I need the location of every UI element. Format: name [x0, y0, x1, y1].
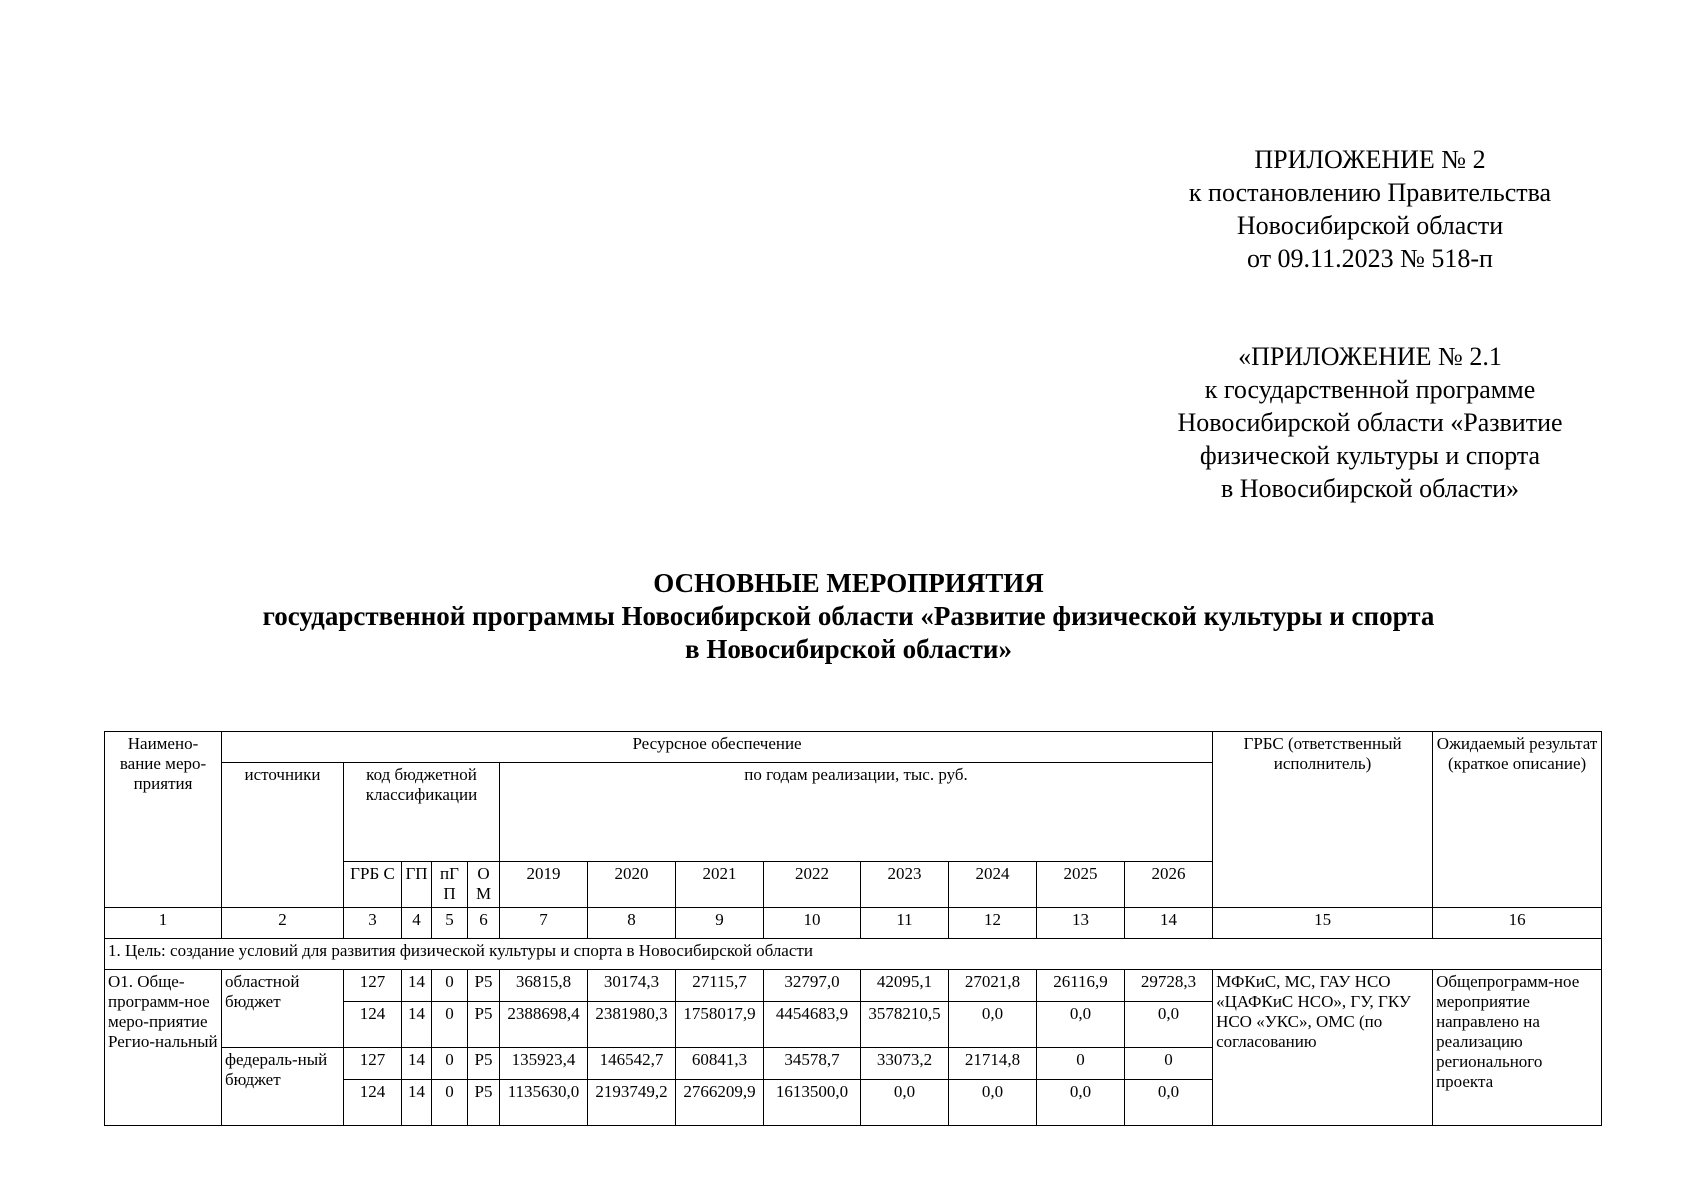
events-table — [104, 731, 1602, 1126]
header-row-1 — [105, 732, 1602, 763]
value-cell: 21714,8 — [949, 1048, 1037, 1080]
om-cell: Р5 — [468, 1048, 500, 1080]
header-year: 2025 — [1037, 862, 1125, 908]
column-number: 16 — [1433, 908, 1602, 939]
value-cell: 60841,3 — [676, 1048, 764, 1080]
goal-text: 1. Цель: создание условий для развития физической культуры и спорта в Новосибирской области — [105, 939, 1602, 970]
header-result: Ожидаемый результат (краткое описание) — [1433, 732, 1602, 908]
appendix-1-block — [1140, 143, 1600, 275]
grbs-cell: 124 — [344, 1080, 402, 1126]
column-numbers-row — [105, 908, 1602, 939]
header-year: 2020 — [588, 862, 676, 908]
pgp-cell: 0 — [432, 970, 468, 1002]
result-cell: Общепрограмм-ное мероприятие направлено на реализацию регионального проекта — [1433, 970, 1602, 1126]
column-number: 12 — [949, 908, 1037, 939]
grbs-cell: 124 — [344, 1002, 402, 1048]
column-number: 7 — [500, 908, 588, 939]
header-om-code: О М — [468, 862, 500, 908]
value-cell: 0,0 — [1125, 1080, 1213, 1126]
value-cell: 2381980,3 — [588, 1002, 676, 1048]
column-number: 8 — [588, 908, 676, 939]
header-by-years: по годам реализации, тыс. руб. — [500, 763, 1213, 862]
value-cell: 0,0 — [1037, 1080, 1125, 1126]
column-number: 6 — [468, 908, 500, 939]
column-number: 4 — [402, 908, 432, 939]
column-number: 14 — [1125, 908, 1213, 939]
header-year: 2019 — [500, 862, 588, 908]
om-cell: Р5 — [468, 1080, 500, 1126]
gp-cell: 14 — [402, 1002, 432, 1048]
value-cell: 30174,3 — [588, 970, 676, 1002]
value-cell: 27115,7 — [676, 970, 764, 1002]
value-cell: 146542,7 — [588, 1048, 676, 1080]
column-number: 9 — [676, 908, 764, 939]
value-cell: 135923,4 — [500, 1048, 588, 1080]
header-gp-code: ГП — [402, 862, 432, 908]
value-cell: 0 — [1037, 1048, 1125, 1080]
value-cell: 32797,0 — [764, 970, 861, 1002]
pgp-cell: 0 — [432, 1048, 468, 1080]
header-year: 2021 — [676, 862, 764, 908]
value-cell: 0,0 — [1037, 1002, 1125, 1048]
column-number: 11 — [861, 908, 949, 939]
column-number: 13 — [1037, 908, 1125, 939]
appendix-2-line: физической культуры и спорта — [1199, 441, 1541, 470]
column-number: 5 — [432, 908, 468, 939]
value-cell: 34578,7 — [764, 1048, 861, 1080]
value-cell: 2766209,9 — [676, 1080, 764, 1126]
header-grbs-code: ГРБ С — [344, 862, 402, 908]
grbs-cell: 127 — [344, 1048, 402, 1080]
value-cell: 42095,1 — [861, 970, 949, 1002]
value-cell: 26116,9 — [1037, 970, 1125, 1002]
header-year: 2022 — [764, 862, 861, 908]
pgp-cell: 0 — [432, 1002, 468, 1048]
value-cell: 0,0 — [949, 1080, 1037, 1126]
executor-cell: МФКиС, МС, ГАУ НСО «ЦАФКиС НСО», ГУ, ГКУ НСО «УКС», ОМС (по согласованию — [1213, 970, 1433, 1126]
appendix-1-line: ПРИЛОЖЕНИЕ № 2 — [1254, 145, 1486, 174]
column-number: 1 — [105, 908, 222, 939]
document-title — [0, 567, 1697, 666]
value-cell: 0 — [1125, 1048, 1213, 1080]
column-number: 10 — [764, 908, 861, 939]
value-cell: 29728,3 — [1125, 970, 1213, 1002]
header-name: Наимено-вание меро-приятия — [105, 732, 222, 908]
source-cell: областной бюджет — [222, 970, 344, 1048]
value-cell: 0,0 — [1125, 1002, 1213, 1048]
appendix-1-line: от 09.11.2023 № 518-п — [1247, 244, 1493, 273]
value-cell: 4454683,9 — [764, 1002, 861, 1048]
header-year: 2026 — [1125, 862, 1213, 908]
appendix-2-line: «ПРИЛОЖЕНИЕ № 2.1 — [1238, 342, 1502, 371]
value-cell: 2193749,2 — [588, 1080, 676, 1126]
om-cell: Р5 — [468, 1002, 500, 1048]
header-sources: источники — [222, 763, 344, 908]
om-cell: Р5 — [468, 970, 500, 1002]
column-number: 2 — [222, 908, 344, 939]
value-cell: 3578210,5 — [861, 1002, 949, 1048]
appendix-1-line: к постановлению Правительства — [1188, 178, 1552, 207]
appendix-2-block — [1140, 340, 1600, 505]
source-cell: федераль-ный бюджет — [222, 1048, 344, 1126]
appendix-2-line: к государственной программе — [1204, 375, 1536, 404]
grbs-cell: 127 — [344, 970, 402, 1002]
header-pgp-code: пГ П — [432, 862, 468, 908]
value-cell: 33073,2 — [861, 1048, 949, 1080]
value-cell: 2388698,4 — [500, 1002, 588, 1048]
value-cell: 0,0 — [861, 1080, 949, 1126]
gp-cell: 14 — [402, 1048, 432, 1080]
value-cell: 0,0 — [949, 1002, 1037, 1048]
appendix-2-line: в Новосибирской области» — [1220, 474, 1520, 503]
header-executor: ГРБС (ответственный исполнитель) — [1213, 732, 1433, 908]
header-resources: Ресурсное обеспечение — [222, 732, 1213, 763]
header-year: 2024 — [949, 862, 1037, 908]
goal-row — [105, 939, 1602, 970]
column-number: 15 — [1213, 908, 1433, 939]
gp-cell: 14 — [402, 1080, 432, 1126]
value-cell: 1613500,0 — [764, 1080, 861, 1126]
title-line-2: государственной программы Новосибирской области «Развитие физической культуры и спорта — [262, 601, 1435, 631]
title-line-3: в Новосибирской области» — [685, 634, 1012, 664]
value-cell: 1758017,9 — [676, 1002, 764, 1048]
table-row — [105, 970, 1602, 1002]
gp-cell: 14 — [402, 970, 432, 1002]
value-cell: 36815,8 — [500, 970, 588, 1002]
value-cell: 27021,8 — [949, 970, 1037, 1002]
appendix-1-line: Новосибирской области — [1236, 211, 1504, 240]
header-year: 2023 — [861, 862, 949, 908]
header-budget-code: код бюджетной классификации — [344, 763, 500, 862]
value-cell: 1135630,0 — [500, 1080, 588, 1126]
event-name: О1. Обще-программ-ное меро-приятие Регио-нальный — [105, 970, 222, 1126]
appendix-2-line: Новосибирской области «Развитие — [1177, 408, 1563, 437]
column-number: 3 — [344, 908, 402, 939]
title-line-1: ОСНОВНЫЕ МЕРОПРИЯТИЯ — [653, 568, 1044, 598]
pgp-cell: 0 — [432, 1080, 468, 1126]
